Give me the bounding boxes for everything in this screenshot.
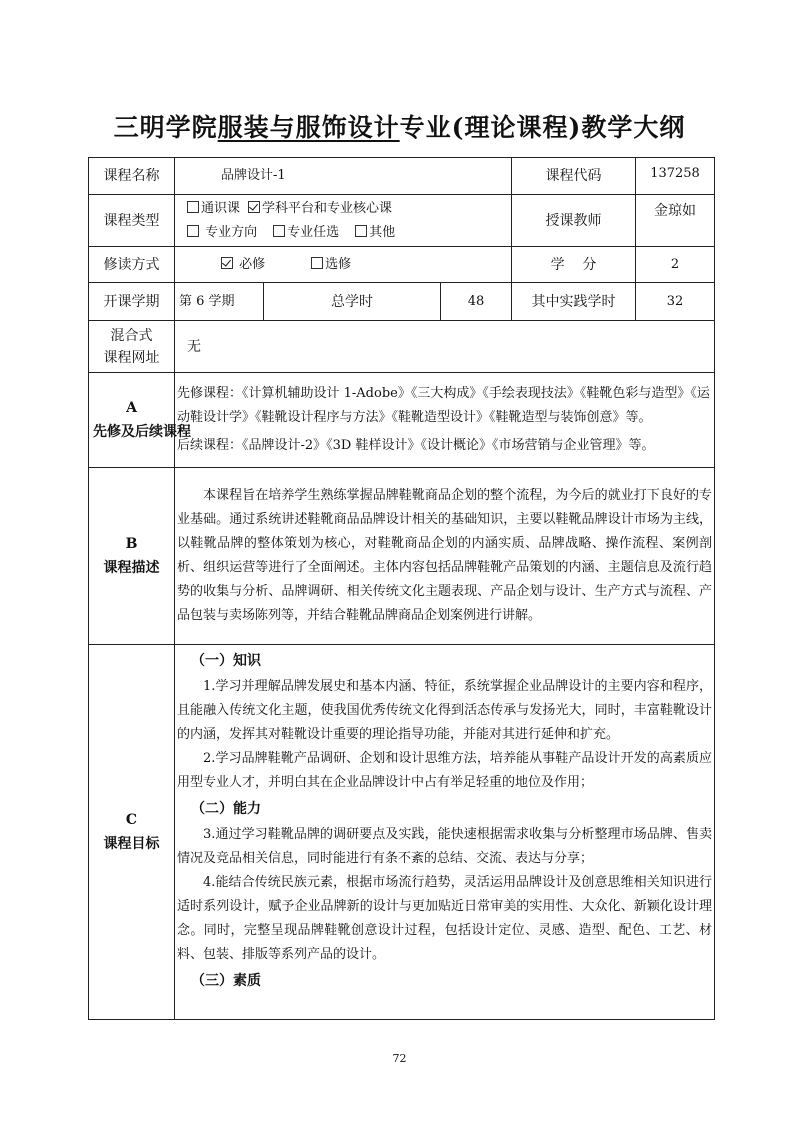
row-section-a xyxy=(89,373,715,468)
row-study-mode xyxy=(89,247,715,283)
objective-4: 4.能结合传统民族元素，根据市场流行趋势，灵活运用品牌设计及创意思维相关知识进行适时系列设计，赋予企业品牌新的设计与更加贴近日常审美的实用性、大众化、新颖化设计理念。同时，完整呈现品牌鞋靴创意设计过程，包括设计定位、灵感、造型、配色、工艺、材料、包装、排版等系列产品的设计。 xyxy=(177,875,713,962)
row-mixed-url xyxy=(89,321,715,373)
objective-heading-quality: （三）素质 xyxy=(191,973,261,989)
objective-1: 1.学习并理解品牌发展史和基本内涵、特征，系统掌握企业品牌设计的主要内容和程序，且能融入传统文化主题，使我国优秀传统文化得到活态传承与发扬光大，同时，丰富鞋靴设计的内涵，发挥其对鞋靴设计重要的理论指导功能，并能对其进行延伸和扩充。 xyxy=(177,679,713,742)
page-number: 72 xyxy=(392,1052,407,1065)
course-code-label: 课程代码 xyxy=(512,158,636,195)
objective-heading-ability: （二）能力 xyxy=(191,801,261,817)
option-general: 通识课 xyxy=(187,197,240,221)
section-b-label: B 课程描述 xyxy=(89,468,175,645)
checkbox-unchecked-icon xyxy=(187,225,199,237)
title-major: 服装与服饰设计 xyxy=(217,113,400,142)
section-a-label: A 先修及后续课程 xyxy=(89,373,175,468)
course-description: 本课程旨在培养学生熟练掌握品牌鞋靴商品企划的整个流程，为今后的就业打下良好的专业基础。通过系统讲述鞋靴商品品牌设计相关的基础知识，主要以鞋靴品牌设计市场为主线，以鞋靴品牌的整体策划为核心，对鞋靴商品企划的内涵实质、品牌战略、操作流程、案例剖析、组织运营等进行了全面阐述。主体内容包括品牌鞋靴产品策划的内涵、主题信息及流行趋势的收集与分析、品牌调研、相关传统文化主题表现、产品企划与设计、生产方式与流程、产品包装与卖场陈列等，并结合鞋靴品牌商品企划案例进行讲解。 xyxy=(175,468,715,645)
option-required: 必修 xyxy=(221,255,265,275)
option-optional: 选修 xyxy=(311,255,351,275)
course-objectives xyxy=(175,645,715,1020)
option-direction: 专业方向 xyxy=(187,221,257,245)
checkbox-unchecked-icon xyxy=(187,201,199,213)
prerequisite-courses: 先修课程：《计算机辅助设计 1-Adobe》《三大构成》《手绘表现技法》《鞋靴色彩与造型》《运动鞋设计学》《鞋靴设计程序与方法》《鞋靴造型设计》《鞋靴造型与装饰创意》等。 xyxy=(177,386,710,425)
row-semester xyxy=(89,283,715,321)
subsequent-courses: 后续课程：《品牌设计-2》《3D 鞋样设计》《设计概论》《市场营销与企业管理》等。 xyxy=(177,438,655,453)
checkbox-checked-icon xyxy=(248,201,260,213)
practice-hours-value: 32 xyxy=(636,283,715,321)
practice-hours-label: 其中实践学时 xyxy=(512,283,636,321)
checkbox-unchecked-icon xyxy=(273,225,285,237)
option-other: 其他 xyxy=(355,221,395,245)
semester-label: 开课学期 xyxy=(89,283,175,321)
row-section-c xyxy=(89,645,715,1020)
study-mode-label: 修读方式 xyxy=(89,247,175,283)
document-title xyxy=(0,108,799,144)
course-type-label: 课程类型 xyxy=(89,195,175,247)
objective-3: 3.通过学习鞋靴品牌的调研要点及实践，能快速根据需求收集与分析整理市场品牌、售卖情况及竞品相关信息，同时能进行有条不紊的总结、交流、表达与分享； xyxy=(177,827,713,866)
section-a-content xyxy=(175,373,715,468)
checkbox-unchecked-icon xyxy=(355,225,367,237)
row-course-type xyxy=(89,195,715,247)
total-hours-value: 48 xyxy=(441,283,512,321)
objective-heading-knowledge: （一）知识 xyxy=(191,653,261,669)
course-name-value: 品牌设计-1 xyxy=(175,158,512,195)
option-elective: 专业任选 xyxy=(273,221,339,245)
mixed-url-label: 混合式 课程网址 xyxy=(89,321,175,373)
course-type-options xyxy=(175,195,512,247)
course-name-label: 课程名称 xyxy=(89,158,175,195)
objective-2: 2.学习品牌鞋靴产品调研、企划和设计思维方法，培养能从事鞋产品设计开发的高素质应用型专业人才，并明白其在企业品牌设计中占有举足轻重的地位及作用； xyxy=(177,751,713,790)
syllabus-table xyxy=(88,157,715,1020)
credit-label: 学 分 xyxy=(512,247,636,283)
teacher-value: 金琼如 xyxy=(636,195,715,247)
course-code-value: 137258 xyxy=(636,158,715,195)
total-hours-label: 总学时 xyxy=(264,283,441,321)
credit-value: 2 xyxy=(636,247,715,283)
semester-value: 第 6 学期 xyxy=(175,283,264,321)
teacher-label: 授课教师 xyxy=(512,195,636,247)
checkbox-unchecked-icon xyxy=(311,257,323,269)
row-course-name xyxy=(89,158,715,195)
option-core: 学科平台和专业核心课 xyxy=(248,197,392,221)
section-c-label: C 课程目标 xyxy=(89,645,175,1020)
row-section-b xyxy=(89,468,715,645)
mixed-url-value: 无 xyxy=(175,321,715,373)
checkbox-checked-icon xyxy=(221,257,233,269)
title-school: 三明学院 xyxy=(113,113,218,142)
study-mode-options xyxy=(175,247,512,283)
title-suffix: 专业(理论课程)教学大纲 xyxy=(399,113,686,142)
